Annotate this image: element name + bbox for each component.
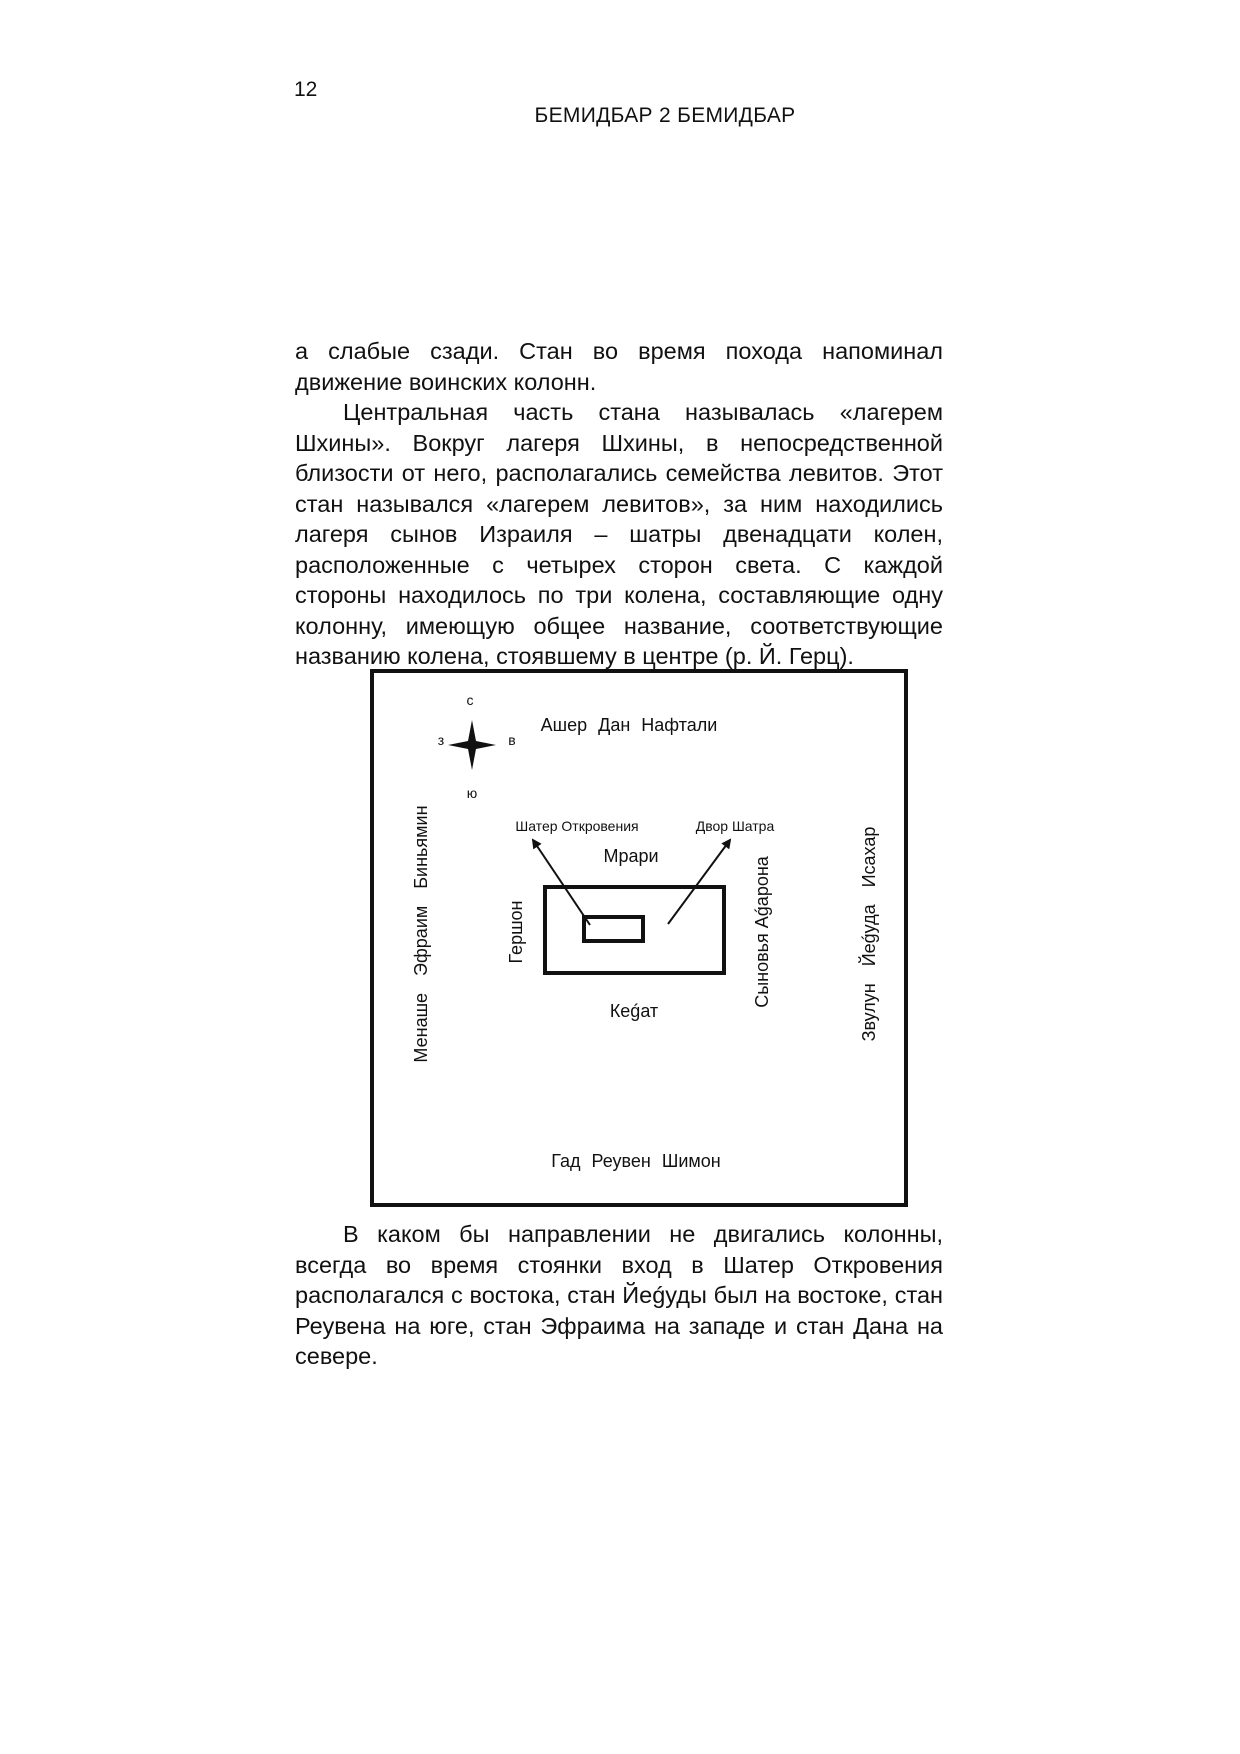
north-levites: Мрари (603, 846, 659, 866)
compass-rose-icon (448, 720, 496, 770)
running-title: БЕМИДБАР 2 БЕМИДБАР (534, 104, 796, 127)
east-levites: Сыновья Аǵарона (752, 856, 772, 1008)
west-tribes: Менаше Эфраим Биньямин (411, 805, 431, 1063)
page-number: 12 (294, 78, 318, 101)
compass-south: ю (466, 785, 478, 801)
compass-north: с (466, 692, 474, 708)
paragraph: В каком бы направлении не двигались колонны, всегда во время стоянки вход в Шатер Откровения располагался с востока, стан Йеǵуды был на востоке, стан Реувена на юге, стан Эфраима на западе и стан Дана на севере. (295, 1221, 943, 1369)
west-levites: Гершон (506, 900, 526, 964)
east-tribes: Звулун Йеǵуда Исахар (859, 826, 879, 1042)
court-rectangle (545, 887, 724, 973)
diagram-frame (372, 671, 906, 1205)
south-tribes: Гад Реувен Шимон (551, 1151, 721, 1171)
body-text-bottom (295, 1219, 943, 1372)
compass-west: з (437, 732, 445, 748)
court-label: Двор Шатра (695, 818, 775, 834)
paragraph: Центральная часть стана называлась «лагерем Шхины». Вокруг лагеря Шхины, в непосредственной близости от него, располагались семейства левитов. Этот стан назывался «лагерем левитов», за ним находились лагеря сынов Израиля – шатры двенадцати колен, расположенные с четырех сторон света. С каждой стороны находилось по три колена, составляющие одну колонну, имеющую общее название, соответствующие названию колена, стоявшему в центре (р. Й. Герц). (295, 399, 943, 669)
north-tribes: Ашер Дан Нафтали (540, 715, 718, 735)
court-arrow (668, 840, 730, 924)
compass-east: в (508, 732, 516, 748)
tent-label: Шатер Откровения (515, 818, 639, 834)
tent-rectangle (584, 917, 643, 941)
tent-arrow (533, 840, 590, 925)
paragraph: а слабые сзади. Стан во время похода напоминал движение воинских колонн. (295, 338, 943, 395)
south-levites: Кеǵат (609, 1001, 659, 1021)
